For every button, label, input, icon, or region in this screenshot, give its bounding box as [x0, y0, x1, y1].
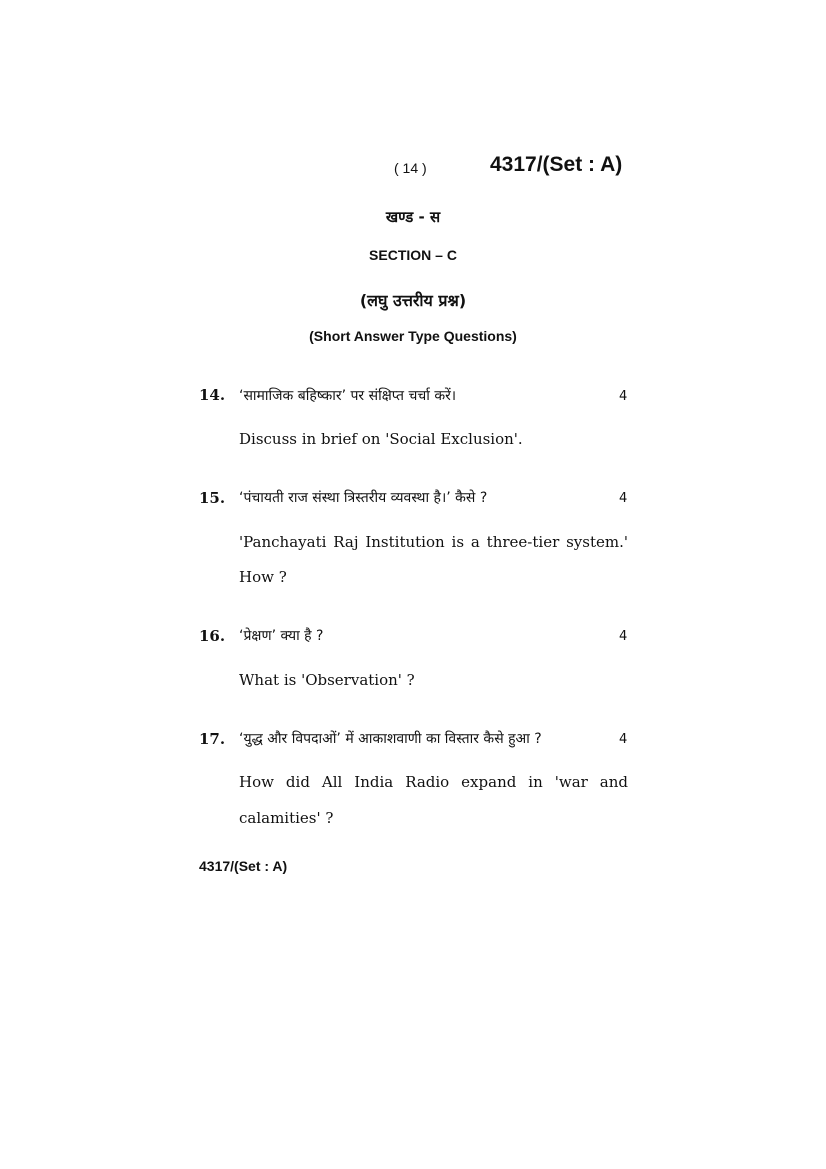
question-text-hindi: ‘युद्ध और विपदाओं’ में आकाशवाणी का विस्तार कैसे हुआ ? — [239, 731, 542, 747]
question-number: 15. — [199, 489, 226, 507]
question-text-english-line-2: calamities' ? — [239, 809, 334, 827]
question-marks: 4 — [619, 389, 628, 404]
question-text-hindi: ‘सामाजिक बहिष्कार’ पर संक्षिप्त चर्चा करें। — [239, 388, 457, 404]
set-code-header: 4317/(Set : A) — [490, 153, 623, 176]
question-text-hindi: ‘पंचायती राज संस्था त्रिस्तरीय व्यवस्था है।’ कैसे ? — [239, 490, 488, 506]
question-number: 16. — [199, 627, 226, 645]
question-text-english-line-1: 'Panchayati Raj Institution is a three-tier system.' — [239, 533, 628, 551]
section-subtitle-english: (Short Answer Type Questions) — [309, 328, 517, 344]
question-text-english: Discuss in brief on 'Social Exclusion'. — [239, 430, 523, 448]
question-marks: 4 — [619, 491, 628, 506]
section-title-english: SECTION – C — [369, 247, 457, 263]
question-number: 14. — [199, 386, 226, 404]
set-code-footer: 4317/(Set : A) — [199, 858, 288, 874]
question-text-hindi: ‘प्रेक्षण’ क्या है ? — [239, 628, 324, 644]
question-number: 17. — [199, 730, 226, 748]
section-title-hindi: खण्ड - स — [385, 208, 441, 226]
question-text-english-line-2: How ? — [239, 568, 287, 586]
question-marks: 4 — [619, 629, 628, 644]
question-text-english: What is 'Observation' ? — [239, 671, 415, 689]
page-number: ( 14 ) — [394, 160, 427, 176]
question-text-english-line-1: How did All India Radio expand in 'war and — [239, 773, 628, 791]
section-subtitle-hindi: (लघु उत्तरीय प्रश्न) — [359, 291, 467, 310]
question-marks: 4 — [619, 732, 628, 747]
